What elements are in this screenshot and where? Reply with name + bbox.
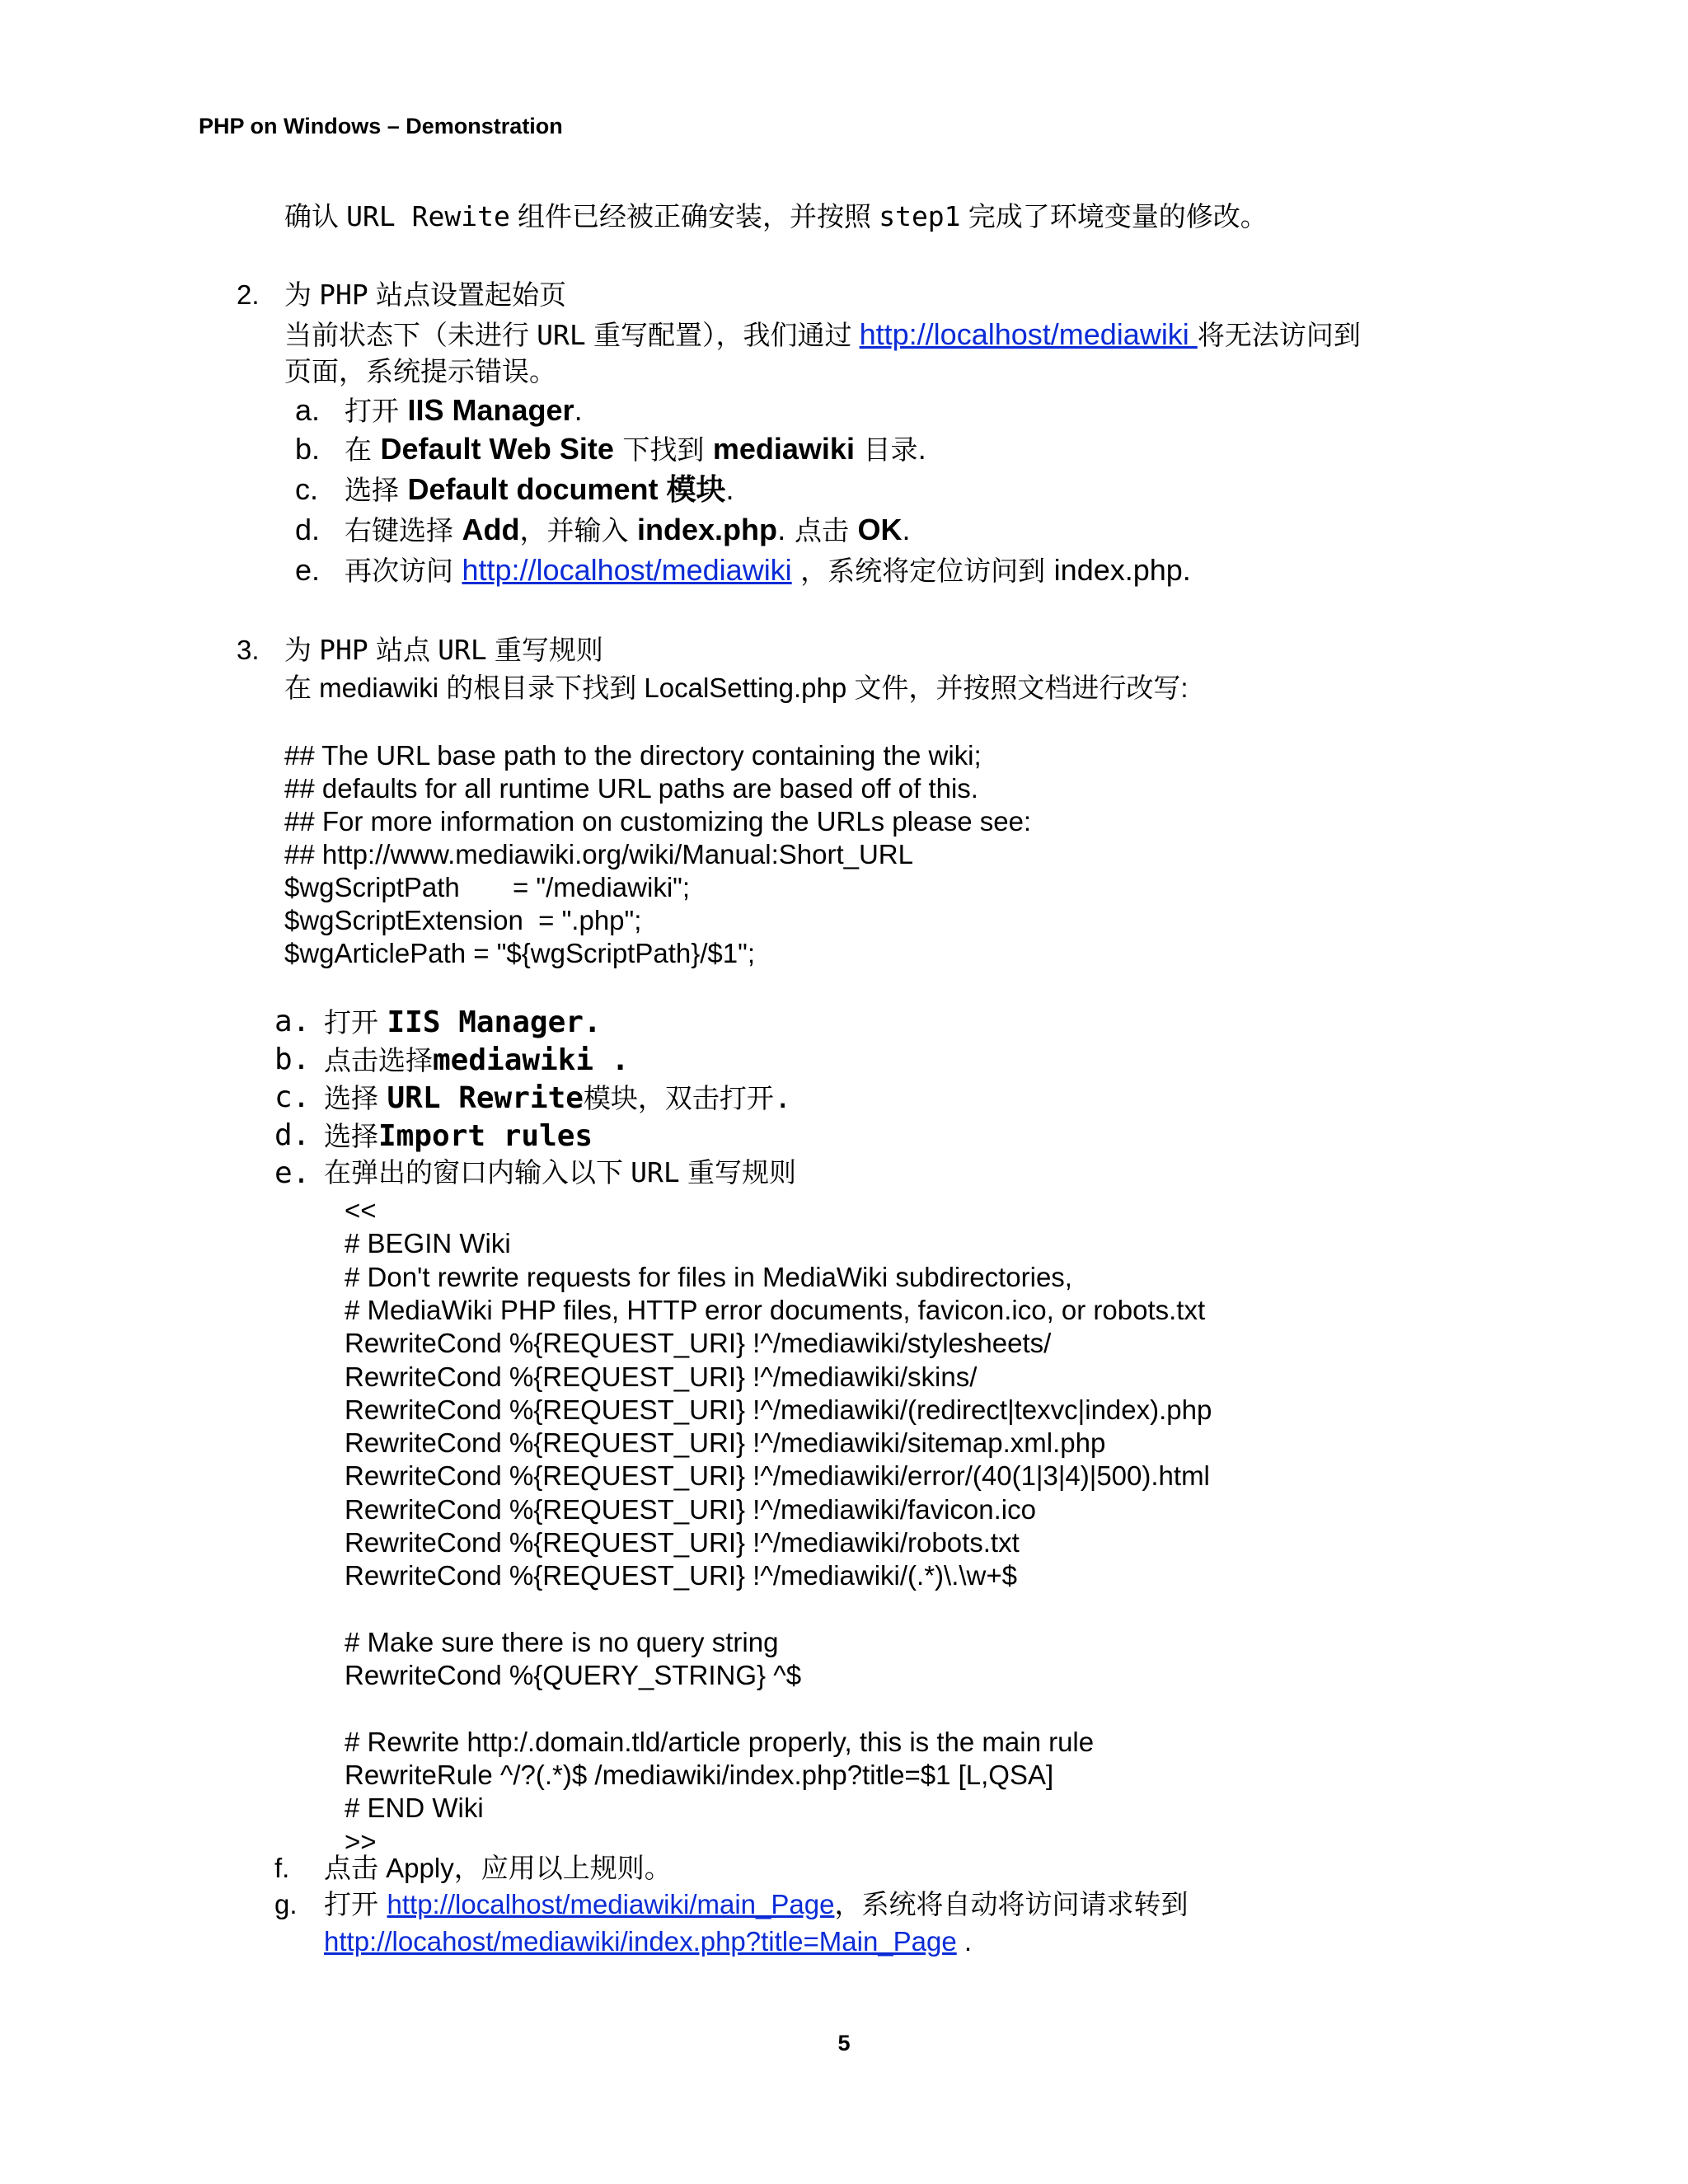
rule-line: # Make sure there is no query string (345, 1627, 779, 1657)
step3a-letter: a. (274, 1005, 311, 1038)
main-page-link[interactable]: http://localhost/mediawiki/main_Page (387, 1889, 835, 1919)
step3g: 打开 http://localhost/mediawiki/main_Page，系统将自动将访问请求转到 (324, 1888, 1189, 1920)
rule-line: # Don't rewrite requests for files in MediaWiki subdirectories, (345, 1262, 1072, 1292)
step2a: 打开 IIS Manager. (345, 393, 583, 427)
page-number: 5 (837, 2031, 851, 2055)
rule-line: # BEGIN Wiki (345, 1228, 511, 1258)
step2b: 在 Default Web Site 下找到 mediawiki 目录. (345, 432, 926, 466)
rule-line: RewriteCond %{REQUEST_URI} !^/mediawiki/skins/ (345, 1361, 978, 1392)
rule-line: << (345, 1195, 377, 1226)
step2d: 右键选择 Add，并输入 index.php. 点击 OK. (345, 513, 911, 546)
rule-line: # END Wiki (345, 1793, 484, 1823)
step3b-letter: b. (274, 1043, 311, 1076)
intro-code-1: URL Rewite (346, 200, 510, 232)
rule-line: # MediaWiki PHP files, HTTP error documents, favicon.ico, or robots.txt (345, 1295, 1206, 1325)
mediawiki-link[interactable]: http://localhost/mediawiki (859, 317, 1198, 351)
config-line: ## http://www.mediawiki.org/wiki/Manual:Short_URL (284, 839, 913, 869)
rule-line: RewriteCond %{REQUEST_URI} !^/mediawiki/error/(40(1|3|4)|500).html (345, 1460, 1210, 1491)
step3e-letter: e. (274, 1156, 311, 1190)
step3d: 选择Import rules (324, 1119, 593, 1153)
rule-line: RewriteRule ^/?(.*)$ /mediawiki/index.php?title=$1 [L,QSA] (345, 1760, 1054, 1790)
step2b-letter: b. (295, 432, 321, 466)
section2-description-line2: 页面，系统提示错误。 (284, 355, 556, 387)
config-line: ## The URL base path to the directory containing the wiki; (284, 740, 982, 771)
step2c: 选择 Default document 模块. (345, 472, 734, 506)
rule-line: >> (345, 1826, 377, 1857)
section3-description: 在 mediawiki 的根目录下找到 LocalSetting.php 文件，并按照文档进行改写: (284, 673, 1189, 703)
step3e: 在弹出的窗口内输入以下 URL 重写规则 (324, 1156, 796, 1188)
rule-line: RewriteCond %{QUERY_STRING} ^$ (345, 1660, 802, 1690)
section2-title: 为 PHP 站点设置起始页 (284, 279, 566, 311)
config-line: $wgScriptPath = "/mediawiki"; (284, 872, 691, 902)
index-page-link[interactable]: http://locahost/mediawiki/index.php?title=Main_Page (324, 1926, 957, 1957)
config-line: $wgScriptExtension = ".php"; (284, 905, 642, 935)
step3b: 点击选择mediawiki . (324, 1043, 630, 1077)
page-header: PHP on Windows – Demonstration (199, 114, 563, 138)
step2e-letter: e. (295, 553, 321, 587)
step3d-letter: d. (274, 1118, 311, 1152)
rule-line: RewriteCond %{REQUEST_URI} !^/mediawiki/favicon.ico (345, 1494, 1036, 1525)
step2d-letter: d. (295, 513, 321, 546)
step2a-letter: a. (295, 393, 321, 427)
section2-description: 当前状态下（未进行 URL 重写配置），我们通过 http://localhost/mediawiki 将无法访问到 (284, 317, 1361, 351)
intro-text-1: 确认 (284, 200, 339, 232)
intro-text-2: 组件已经被正确安装，并按照 (518, 200, 872, 232)
mediawiki-link-2[interactable]: http://localhost/mediawiki (462, 553, 792, 587)
rule-line: RewriteCond %{REQUEST_URI} !^/mediawiki/sitemap.xml.php (345, 1427, 1106, 1458)
intro-text-3: 完成了环境变量的修改。 (968, 200, 1268, 232)
config-line: ## defaults for all runtime URL paths are based off of this. (284, 773, 978, 804)
rule-line: RewriteCond %{REQUEST_URI} !^/mediawiki/stylesheets/ (345, 1328, 1052, 1358)
section3-title: 为 PHP 站点 URL 重写规则 (284, 634, 603, 666)
config-line: ## For more information on customizing the URLs please see: (284, 806, 1032, 837)
rule-line: RewriteCond %{REQUEST_URI} !^/mediawiki/robots.txt (345, 1527, 1020, 1558)
step2c-letter: c. (295, 472, 319, 506)
section2-number: 2. (237, 279, 260, 310)
step3a: 打开 IIS Manager. (324, 1005, 602, 1039)
step3c-letter: c. (274, 1080, 311, 1114)
intro-paragraph (284, 200, 1268, 232)
step3g-line2: http://locahost/mediawiki/index.php?title=Main_Page . (324, 1926, 973, 1957)
config-line: $wgArticlePath = "${wgScriptPath}/$1"; (284, 938, 756, 968)
rule-line: # Rewrite http:/.domain.tld/article properly, this is the main rule (345, 1727, 1095, 1757)
intro-code-2: step1 (879, 200, 961, 232)
step3c: 选择 URL Rewrite模块，双击打开. (324, 1081, 792, 1115)
step2e: 再次访问 http://localhost/mediawiki ，系统将定位访问到 index.php. (345, 553, 1191, 587)
step3f-letter: f. (274, 1853, 290, 1883)
rule-line: RewriteCond %{REQUEST_URI} !^/mediawiki/(redirect|texvc|index).php (345, 1394, 1212, 1425)
section3-number: 3. (237, 635, 260, 665)
step3g-letter: g. (274, 1889, 298, 1919)
rule-line: RewriteCond %{REQUEST_URI} !^/mediawiki/(.*)\.\w+$ (345, 1560, 1017, 1591)
step3f: 点击 Apply，应用以上规则。 (324, 1853, 672, 1883)
